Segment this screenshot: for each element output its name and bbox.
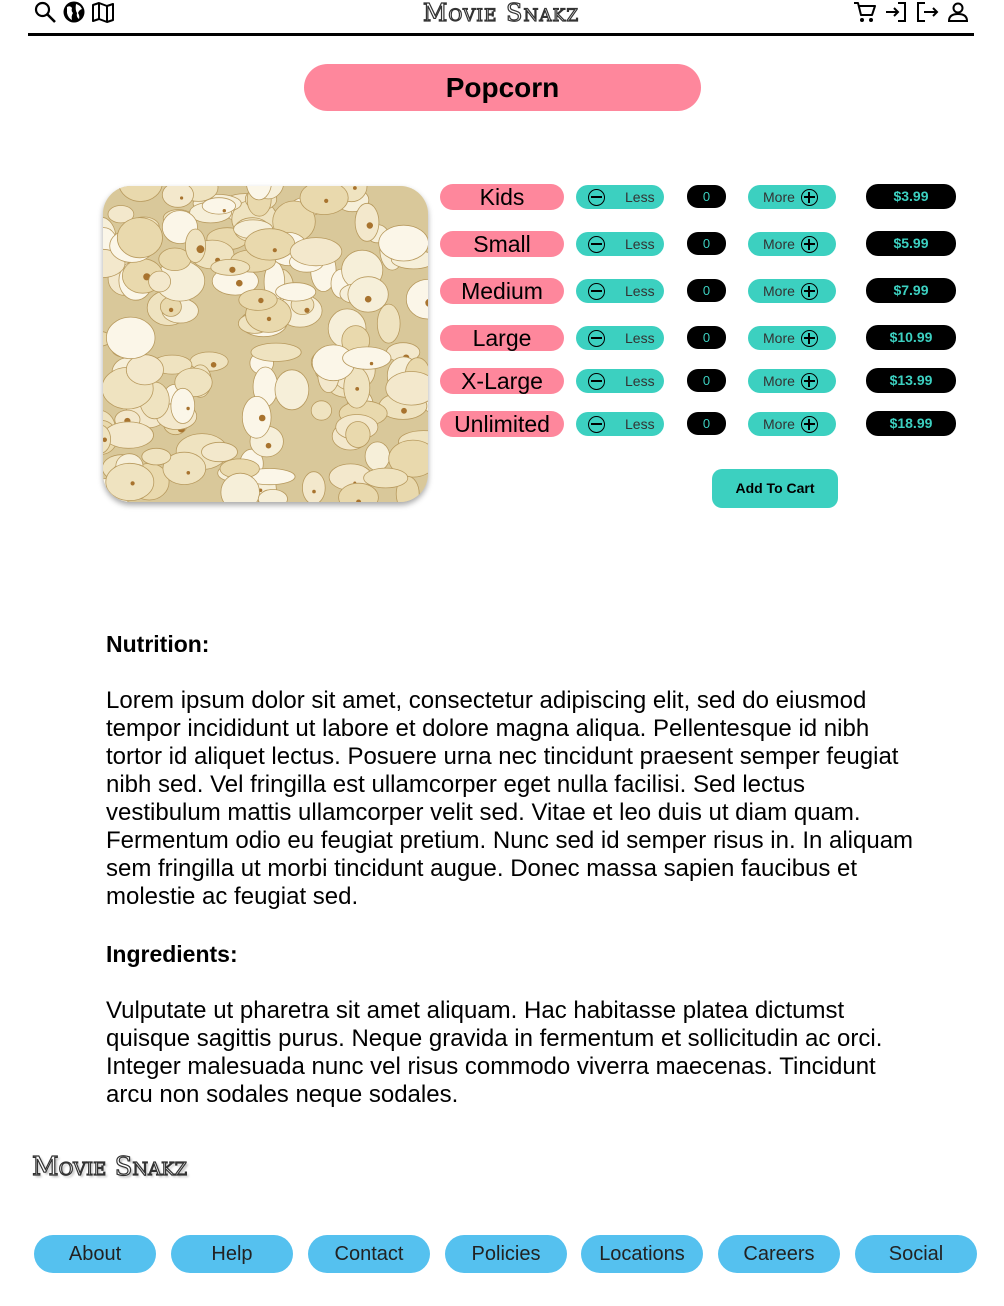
- price-badge: $5.99: [866, 231, 956, 256]
- plus-circle-icon: [801, 189, 818, 206]
- quantity-display: 0: [687, 326, 726, 349]
- less-label: Less: [625, 330, 655, 346]
- more-button[interactable]: [748, 185, 836, 209]
- quantity-display: 0: [687, 412, 726, 435]
- size-label: Unlimited: [440, 411, 564, 437]
- more-label: More: [763, 189, 795, 205]
- ingredients-text: Vulputate ut pharetra sit amet aliquam. Hac habitasse platea dictumst quisque sagittis purus. Neque gravida in fermentum et sollicitudin ac orci. Integer malesuada nunc vel risus commodo viverra maecenas. Tincidunt arcu non sodales neque sodales.: [106, 997, 883, 1108]
- minus-circle-icon: [588, 416, 605, 433]
- price-badge: $7.99: [866, 278, 956, 303]
- plus-circle-icon: [801, 416, 818, 433]
- less-button[interactable]: [576, 326, 664, 350]
- size-label: Medium: [440, 278, 564, 304]
- logout-icon[interactable]: [915, 0, 939, 24]
- less-label: Less: [625, 416, 655, 432]
- quantity-display: 0: [687, 279, 726, 302]
- quantity-display: 0: [687, 185, 726, 208]
- more-button[interactable]: [748, 326, 836, 350]
- less-label: Less: [625, 189, 655, 205]
- more-button[interactable]: [748, 369, 836, 393]
- less-label: Less: [625, 373, 655, 389]
- popcorn-photo: [103, 186, 428, 502]
- footer-nav: [34, 1235, 980, 1273]
- more-label: More: [763, 330, 795, 346]
- product-title: Popcorn: [304, 64, 701, 111]
- price-badge: $3.99: [866, 184, 956, 209]
- quantity-display: 0: [687, 369, 726, 392]
- size-row-small: [440, 231, 960, 257]
- more-label: More: [763, 416, 795, 432]
- more-label: More: [763, 283, 795, 299]
- minus-circle-icon: [588, 189, 605, 206]
- more-button[interactable]: [748, 232, 836, 256]
- plus-circle-icon: [801, 236, 818, 253]
- footer-brand-logo[interactable]: Movie Snakz: [32, 1152, 188, 1182]
- size-label: Kids: [440, 184, 564, 210]
- less-button[interactable]: [576, 412, 664, 436]
- more-label: More: [763, 236, 795, 252]
- less-label: Less: [625, 236, 655, 252]
- quantity-display: 0: [687, 232, 726, 255]
- login-icon[interactable]: [884, 0, 908, 24]
- size-row-large: [440, 325, 960, 351]
- minus-circle-icon: [588, 283, 605, 300]
- minus-circle-icon: [588, 330, 605, 347]
- plus-circle-icon: [801, 330, 818, 347]
- footer-link-careers[interactable]: Careers: [718, 1235, 840, 1273]
- size-label: X-Large: [440, 368, 564, 394]
- size-row-unlimited: [440, 411, 960, 437]
- header-right-icons: [853, 0, 970, 24]
- footer-link-help[interactable]: Help: [171, 1235, 293, 1273]
- price-badge: $18.99: [866, 411, 956, 436]
- more-button[interactable]: [748, 412, 836, 436]
- brand-logo[interactable]: Movie Snakz: [422, 0, 580, 27]
- price-badge: $13.99: [866, 368, 956, 393]
- plus-circle-icon: [801, 283, 818, 300]
- more-button[interactable]: [748, 279, 836, 303]
- size-label: Small: [440, 231, 564, 257]
- price-badge: $10.99: [866, 325, 956, 350]
- nutrition-text: Lorem ipsum dolor sit amet, consectetur adipiscing elit, sed do eiusmod tempor incididunt ut labore et dolore magna aliqua. Pellentesque id nibh tortor id aliquet lectus. Posuere urna nec tincidunt praesent semper feugiat nibh sed. Vel fringilla est ullamcorper eget nulla facilisi. Sed lectus vestibulum mattis ullamcorper velit sed. Vitae et leo duis ut diam quam. Fermentum odio eu feugiat pretium. Nunc sed id semper risus in. In aliquam sem fringilla ut morbi tincidunt augue. Donec massa sapien faucibus et molestie ac feugiat sed.: [106, 687, 914, 910]
- less-label: Less: [625, 283, 655, 299]
- user-icon[interactable]: [946, 0, 970, 24]
- less-button[interactable]: [576, 232, 664, 256]
- minus-circle-icon: [588, 236, 605, 253]
- footer-link-contact[interactable]: Contact: [308, 1235, 430, 1273]
- less-button[interactable]: [576, 369, 664, 393]
- ingredients-heading: Ingredients:: [106, 941, 238, 967]
- plus-circle-icon: [801, 373, 818, 390]
- footer-link-policies[interactable]: Policies: [445, 1235, 567, 1273]
- footer-link-locations[interactable]: Locations: [581, 1235, 703, 1273]
- size-row-kids: [440, 184, 960, 210]
- nutrition-heading: Nutrition:: [106, 631, 210, 657]
- size-row-x-large: [440, 368, 960, 394]
- more-label: More: [763, 373, 795, 389]
- footer-link-about[interactable]: About: [34, 1235, 156, 1273]
- footer-link-social[interactable]: Social: [855, 1235, 977, 1273]
- less-button[interactable]: [576, 279, 664, 303]
- add-to-cart-button[interactable]: Add To Cart: [712, 469, 838, 508]
- minus-circle-icon: [588, 373, 605, 390]
- top-nav-bar: [28, 0, 974, 36]
- less-button[interactable]: [576, 185, 664, 209]
- size-row-medium: [440, 278, 960, 304]
- cart-icon[interactable]: [853, 0, 877, 24]
- size-label: Large: [440, 325, 564, 351]
